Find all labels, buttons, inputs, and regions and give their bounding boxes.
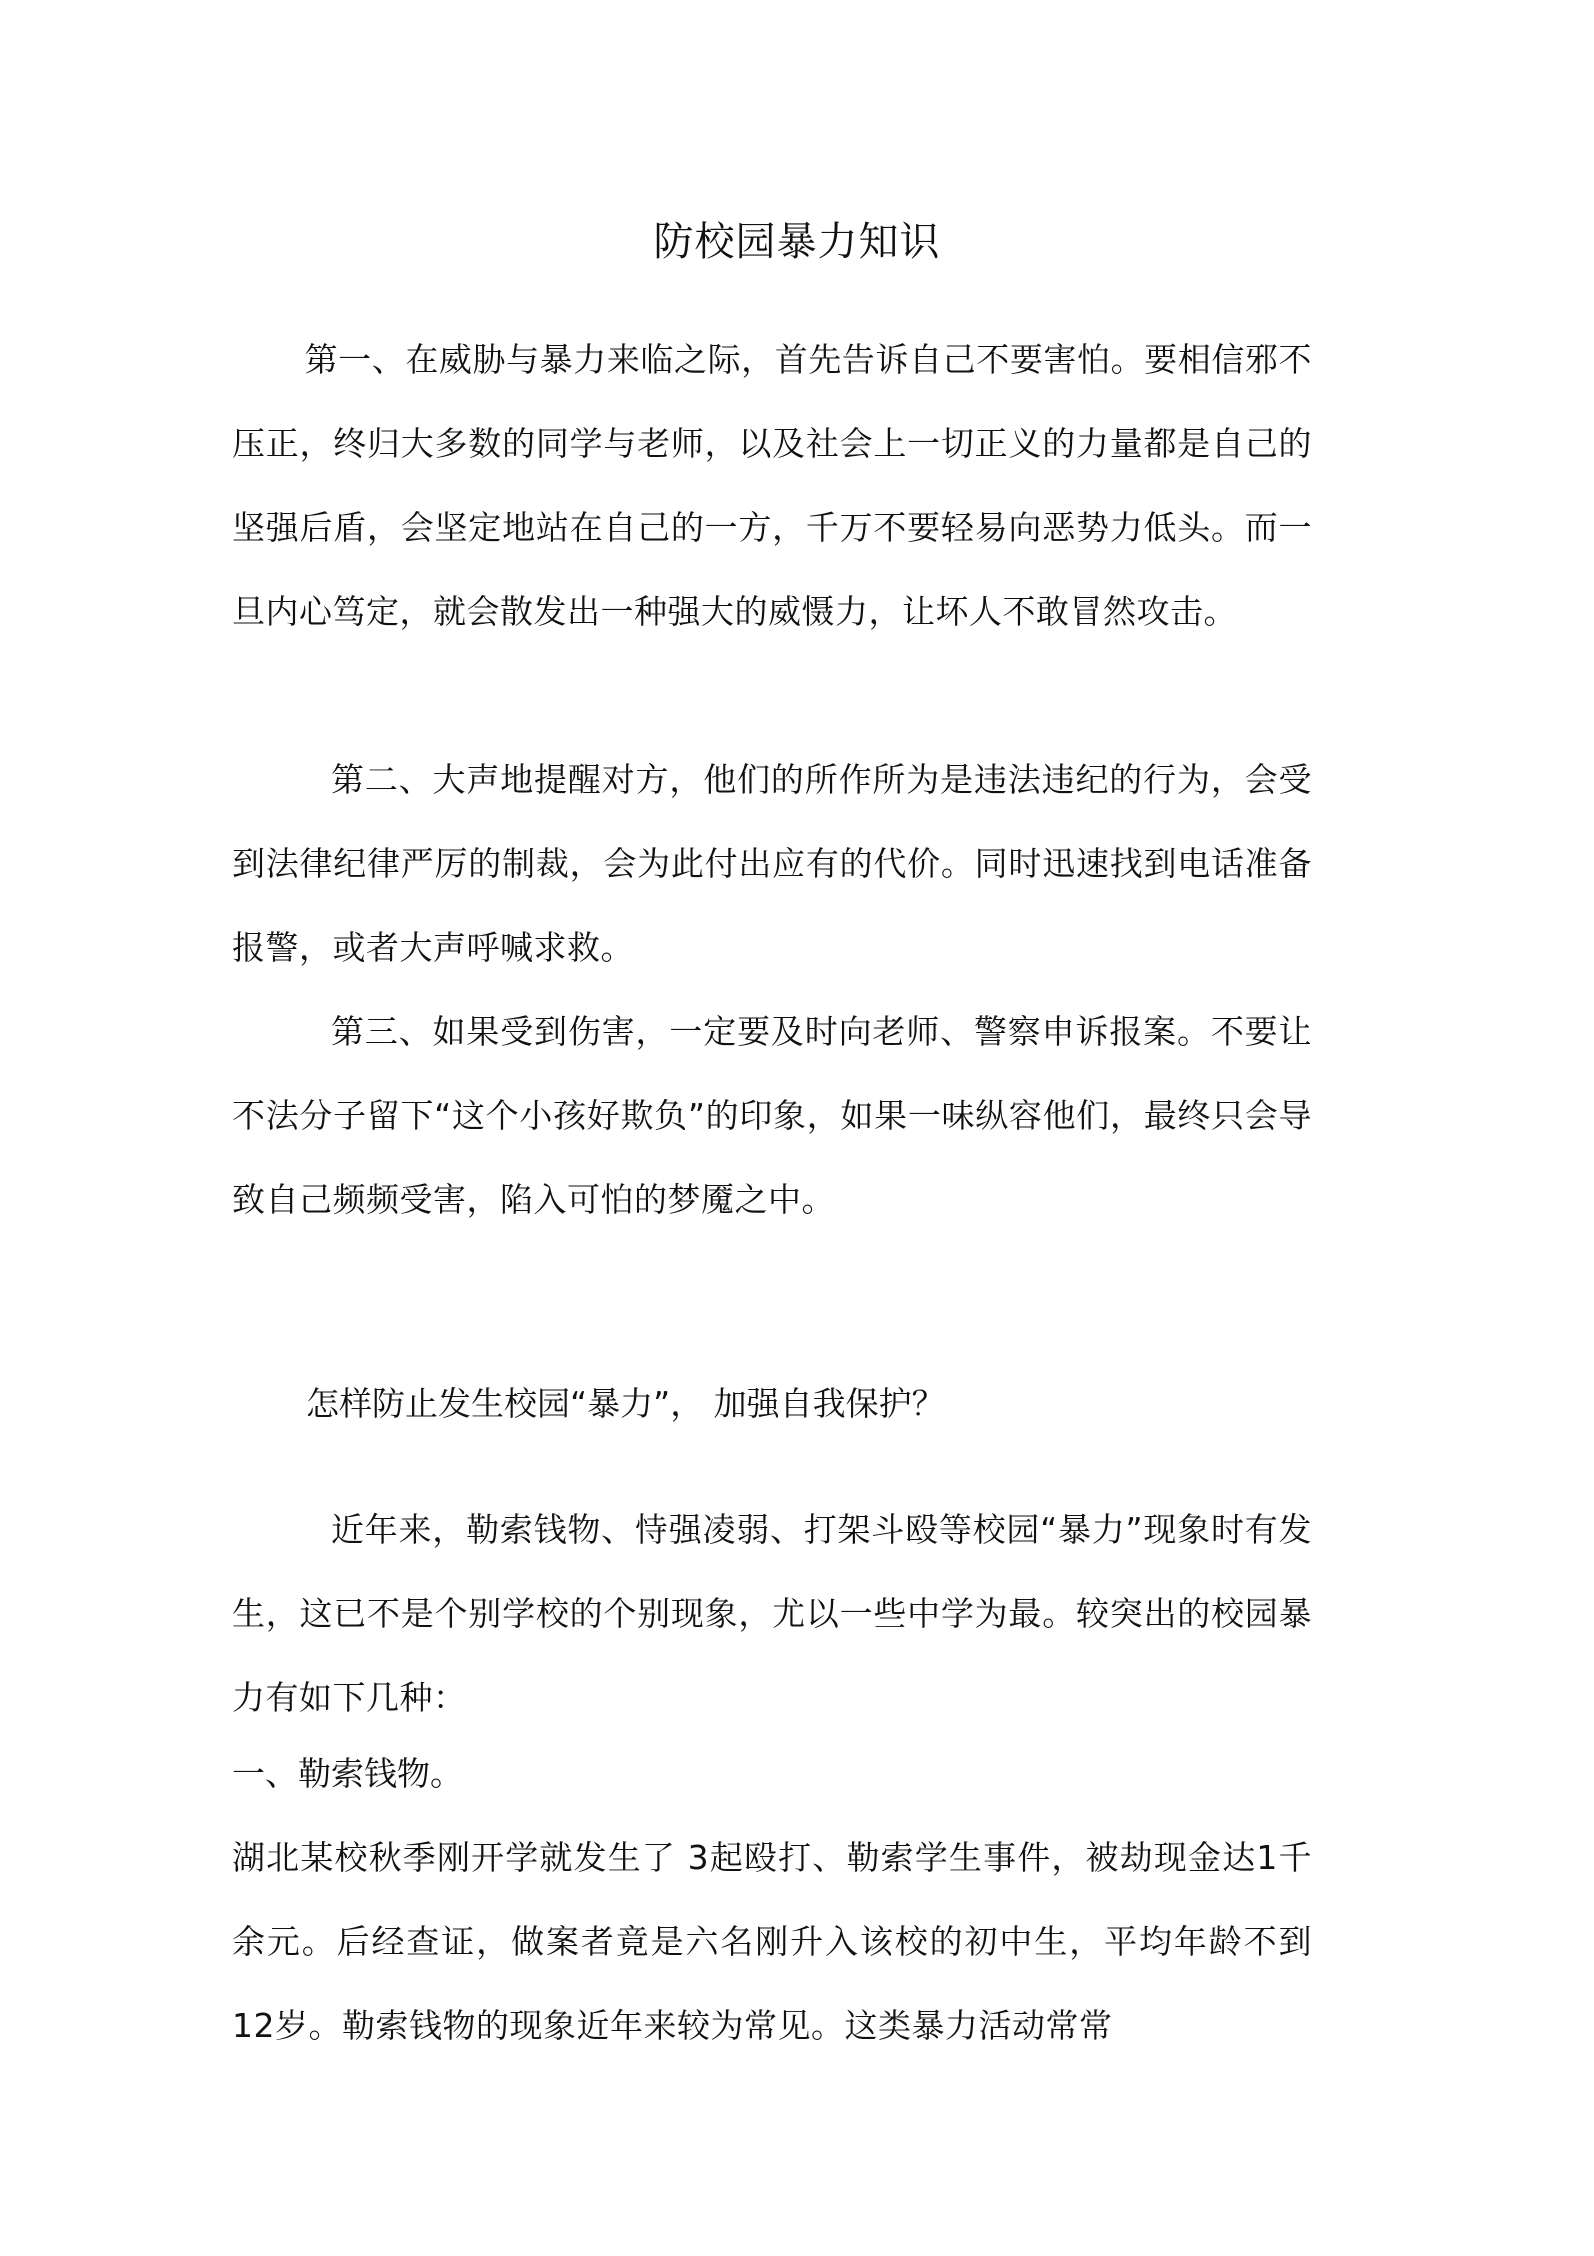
section-heading: 怎样防止发生校园“暴力”， 加强自我保护？: [306, 1384, 945, 1423]
item-paragraph: 湖北某校秋季刚开学就发生了 3起殴打、勒索学生事件，被劫现金达1千余元。后经查证，做案者竟是六名刚升入该校的初中生，平均年龄不到12岁。勒索钱物的现象近年来较为常见。这类暴力活动常常: [232, 1838, 1312, 2045]
paragraph-first: 第一、在威胁与暴力来临之际，首先告诉自己不要害怕。要相信邪不压正，终归大多数的同学与老师，以及社会上一切正义的力量都是自己的坚强后盾，会坚定地站在自己的一方，千万不要轻易向恶势力低头。而一旦内心笃定，就会散发出一种强大的威慑力，让坏人不敢冒然攻击。: [232, 340, 1312, 631]
document-title: 防校园暴力知识: [653, 219, 941, 265]
paragraph-third: 第三、如果受到伤害，一定要及时向老师、警察申诉报案。不要让不法分子留下“这个小孩好欺负”的印象，如果一味纵容他们，最终只会导致自己频频受害，陷入可怕的梦魇之中。: [232, 1012, 1312, 1219]
paragraph-second: 第二、大声地提醒对方，他们的所作所为是违法违纪的行为，会受到法律纪律严厉的制裁，会为此付出应有的代价。同时迅速找到电话准备报警，或者大声呼喊求救。: [232, 760, 1312, 967]
item-heading: 一、勒索钱物。: [232, 1754, 463, 1793]
intro-paragraph: 近年来，勒索钱物、恃强凌弱、打架斗殴等校园“暴力”现象时有发生，这已不是个别学校的个别现象，尤以一些中学为最。较突出的校园暴力有如下几种：: [232, 1510, 1312, 1717]
